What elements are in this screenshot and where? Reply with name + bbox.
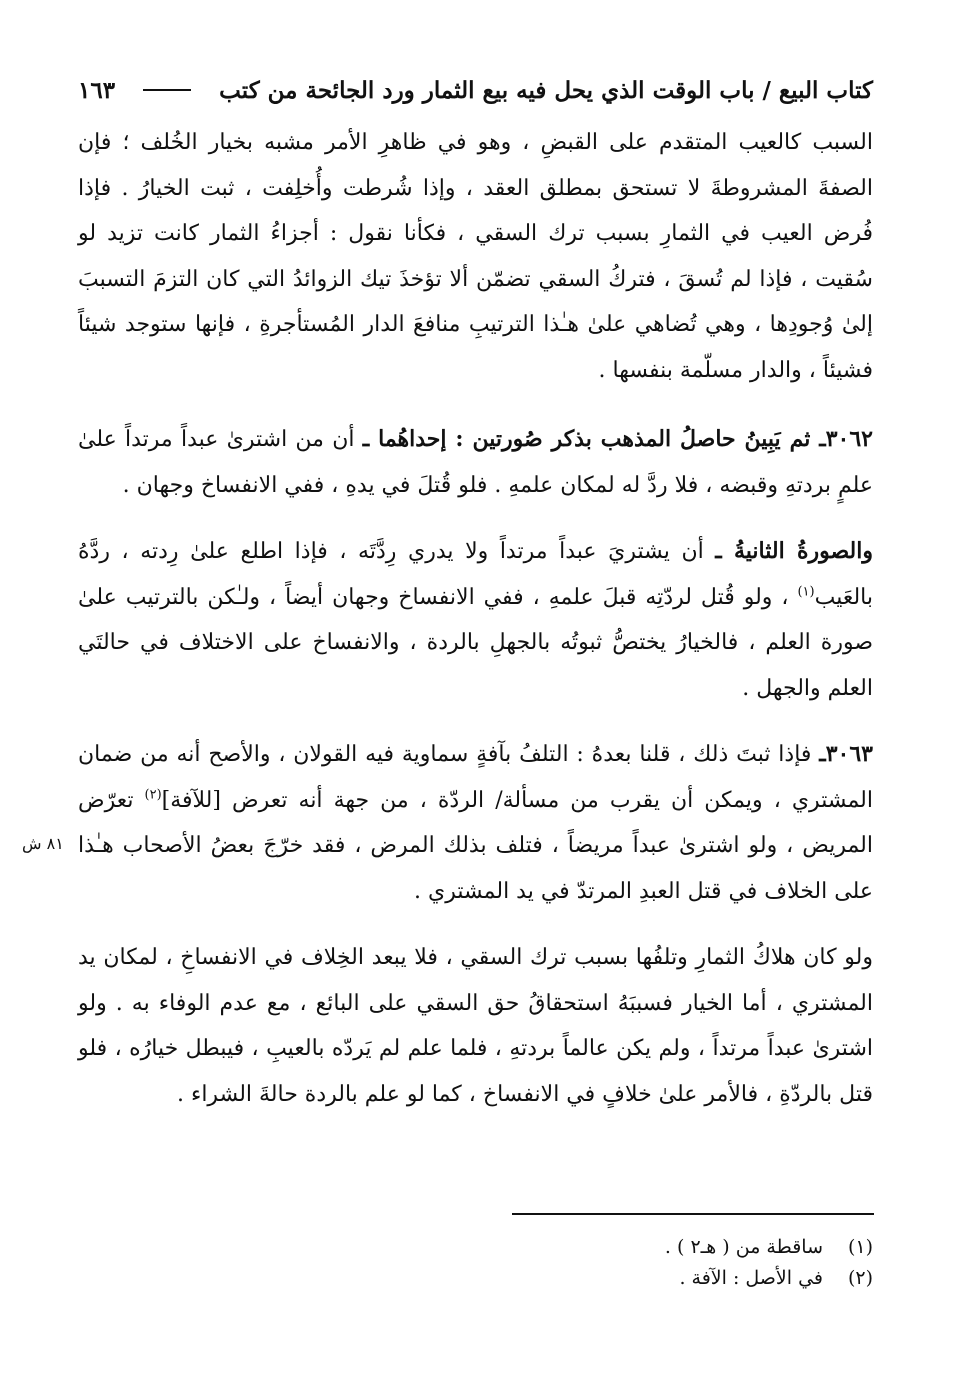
- footnote-number: (١): [847, 1236, 873, 1258]
- paragraph-lead: ٣٠٦٣ـ: [819, 741, 873, 767]
- paragraph-text: أن من اشترىٰ عبداً مرتداً علىٰ علمٍ بردتهِ وقبضه ، فلا ردَّ له لمكان علمهِ . فلو قُتلَ في يدهِ ، ففي الانفساخ وجهان .: [78, 427, 873, 498]
- footnote-ref[interactable]: (٢): [144, 787, 162, 803]
- footnote-text: في الأصل : الآفة .: [679, 1267, 823, 1289]
- footnote-number: (٢): [847, 1267, 873, 1289]
- paragraph-text: أن يشتريَ عبداً مرتداً ولا يدري رِدَّتَه ، فإذا اطلع علىٰ رِدته ، ردَّهُ بالعَيب: [78, 539, 873, 610]
- paragraph: [78, 417, 873, 508]
- paragraph-lead: والصورةُ الثانيةُ ـ: [715, 538, 873, 564]
- footnote-ref[interactable]: (١): [797, 584, 815, 600]
- page-number: ١٦٣: [78, 76, 116, 104]
- footnote: [78, 1232, 873, 1263]
- footnote-separator: [512, 1213, 874, 1215]
- footnotes: [78, 1232, 873, 1294]
- header-title: كتاب البيع / باب الوقت الذي يحل فيه بيع الثمار ورد الجائحة من كتب: [219, 76, 873, 104]
- paragraph: [78, 529, 873, 711]
- paragraph-lead: ٣٠٦٢ـ ثم يَبِينُ حاصلُ المذهب بذكر صُورتين : إحداهُما ـ: [362, 426, 873, 452]
- footnote-text: ساقطة من ( هـ٢ ) .: [664, 1236, 823, 1258]
- paragraph: [78, 935, 873, 1117]
- paragraph-text: فإذا ثبتَ ذلك ، قلنا بعدهُ : التلفُ بآفةٍ سماوية فيه القولان ، والأصح أنه من ضمان المشتري ، ويمكن أن يقرب من مسألة/ الردّة ، من جهة أنه تعرض [للآفة]: [78, 742, 873, 813]
- footnote: [78, 1263, 873, 1294]
- running-header: [78, 70, 873, 110]
- paragraph: [78, 732, 873, 914]
- paragraph-text: السبب كالعيب المتقدم على القبضِ ، وهو في ظاهرِ الأمر مشبه بخيار الخُلف ؛ فإن الصفةَ المشروطةَ لا تستحق بمطلق العقد ، وإذا شُرطت وأُخلِفت ، ثبت الخيارُ . فإذا فُرض العيب في الثمارِ بسبب ترك السقي ، فكأنا نقول : أجزاءُ الثمار كانت تزيد لو سُقيت ، فإذا لم تُسقَ ، فتركُ السقي تضمّن ألا تؤخذَ تيك الزوائدُ التي كان التزمَ التسببَ إلىٰ وُجودِها ، وهي تُضاهي علىٰ هـٰذا الترتيبِ منافعَ الدار المُستأجرةِ ، فإنها ستوجد شيئاً فشيئاً ، والدار مسلّمة بنفسها .: [78, 130, 873, 383]
- paragraph-text-cont: ، ولو قُتل لردّتِه قبلَ علمهِ ، ففي الانفساخ وجهان أيضاً ، ولـٰكن بالترتيب علىٰ صورة العلم ، فالخيارُ يختصُّ ثبوتُه بالجهلِ بالردة ، والانفساخ على الاختلاف في حالتَي العلم والجهل .: [78, 584, 873, 701]
- paragraph-text: ولو كان هلاكُ الثمارِ وتلفُها بسبب ترك السقي ، فلا يبعد الخِلاف في الانفساخِ ، لمكان يد المشتري ، أما الخيار فسببَهُ استحقاقُ حق السقي على البائع ، مع عدم الوفاء به . ولو اشترىٰ عبداً مرتداً ، ولم يكن عالماً بردتهِ ، فلما علم لم يَردّه بالعيبِ ، فيبطل خيارُه ، فلو قتل بالردّةِ ، فالأمر علىٰ خلافٍ في الانفساخ ، كما لو علم بالردة حالةَ الشراء .: [78, 945, 873, 1107]
- paragraph-text-cont: تعرّض المريض ، ولو اشترىٰ عبداً مريضاً ، فتلف بذلك المرض ، فقد خرّجَ بعضُ الأصحاب هـٰذا على الخلاف في قتل العبدِ المرتدّ في يد المشتري .: [78, 787, 873, 904]
- paragraph: [78, 120, 873, 393]
- body-text: [78, 120, 873, 1138]
- header-rule: [143, 89, 191, 91]
- margin-note: ٨١ ش: [22, 834, 64, 853]
